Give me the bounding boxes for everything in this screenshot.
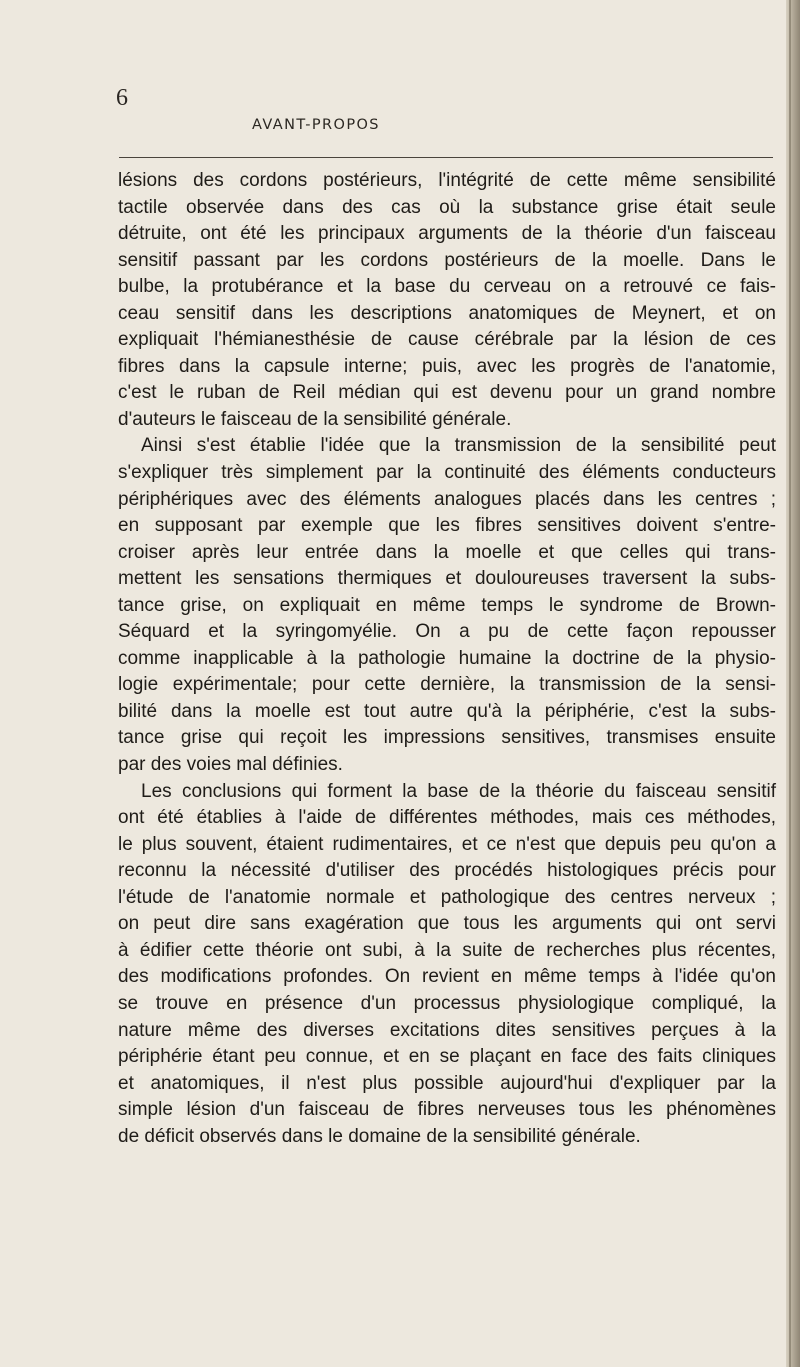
text-line: nature même des diverses excitations dites sensitives perçues à la: [118, 1019, 776, 1041]
running-head: AVANT-PROPOS: [252, 117, 380, 133]
page-edge-line: [789, 0, 791, 1367]
text-line: simple lésion d'un faisceau de fibres nerveuses tous les phénomènes: [118, 1099, 776, 1121]
text-line: Les conclusions qui forment la base de la théorie du faisceau sensitif: [141, 780, 776, 802]
text-line: détruite, ont été les principaux arguments de la théorie d'un faisceau: [118, 223, 776, 245]
text-line: s'expliquer très simplement par la continuité des éléments conducteurs: [118, 462, 776, 484]
text-line: reconnu la nécessité d'utiliser des procédés histologiques précis pour: [118, 860, 776, 882]
text-line: sensitif passant par les cordons postérieurs de la moelle. Dans le: [118, 249, 776, 271]
text-line: on peut dire sans exagération que tous les arguments qui ont servi: [118, 913, 776, 935]
text-line: mettent les sensations thermiques et douloureuses traversent la subs-: [118, 568, 776, 590]
text-line: ceau sensitif dans les descriptions anatomiques de Meynert, et on: [118, 302, 776, 324]
text-line: bilité dans la moelle est tout autre qu'à la périphérie, c'est la subs-: [118, 700, 776, 722]
text-line: l'étude de l'anatomie normale et pathologique des centres nerveux ;: [118, 886, 776, 908]
text-line: tance grise qui reçoit les impressions sensitives, transmises ensuite: [118, 727, 776, 749]
text-line: des modifications profondes. On revient en même temps à l'idée qu'on: [118, 966, 776, 988]
text-line: c'est le ruban de Reil médian qui est devenu pour un grand nombre: [118, 382, 776, 404]
text-line: se trouve en présence d'un processus physiologique compliqué, la: [118, 992, 776, 1014]
text-line: périphérie étant peu connue, et en se plaçant en face des faits cliniques: [118, 1046, 776, 1068]
text-line: Séquard et la syringomyélie. On a pu de cette façon repousser: [118, 621, 776, 643]
text-line: de déficit observés dans le domaine de la sensibilité générale.: [118, 1125, 641, 1147]
text-line: en supposant par exemple que les fibres sensitives doivent s'entre-: [118, 515, 776, 537]
text-line: expliquait l'hémianesthésie de cause cérébrale par la lésion de ces: [118, 329, 776, 351]
text-line: croiser après leur entrée dans la moelle et que celles qui trans-: [118, 541, 776, 563]
text-line: logie expérimentale; pour cette dernière, la transmission de la sensi-: [118, 674, 776, 696]
text-line: comme inapplicable à la pathologie humaine la doctrine de la physio-: [118, 647, 776, 669]
text-line: ont été établies à l'aide de différentes méthodes, mais ces méthodes,: [118, 807, 776, 829]
header-rule: [119, 157, 773, 158]
text-line: à édifier cette théorie ont subi, à la suite de recherches plus récentes,: [118, 939, 776, 961]
text-line: d'auteurs le faisceau de la sensibilité générale.: [118, 408, 512, 430]
text-line: bulbe, la protubérance et la base du cerveau on a retrouvé ce fais-: [118, 276, 776, 298]
text-line: par des voies mal définies.: [118, 754, 343, 776]
text-line: et anatomiques, il n'est plus possible aujourd'hui d'expliquer par la: [118, 1072, 776, 1094]
text-line: Ainsi s'est établie l'idée que la transmission de la sensibilité peut: [141, 435, 776, 457]
body-text: [118, 168, 776, 1150]
text-line: fibres dans la capsule interne; puis, avec les progrès de l'anatomie,: [118, 355, 776, 377]
text-line: tactile observée dans des cas où la substance grise était seule: [118, 196, 776, 218]
text-line: lésions des cordons postérieurs, l'intégrité de cette même sensibilité: [118, 170, 776, 191]
page-number: 6: [116, 85, 128, 111]
text-line: périphériques avec des éléments analogues placés dans les centres ;: [118, 488, 776, 510]
text-line: le plus souvent, étaient rudimentaires, et ce n'est que depuis peu qu'on a: [118, 833, 776, 855]
text-line: tance grise, on expliquait en même temps le syndrome de Brown-: [118, 594, 776, 616]
